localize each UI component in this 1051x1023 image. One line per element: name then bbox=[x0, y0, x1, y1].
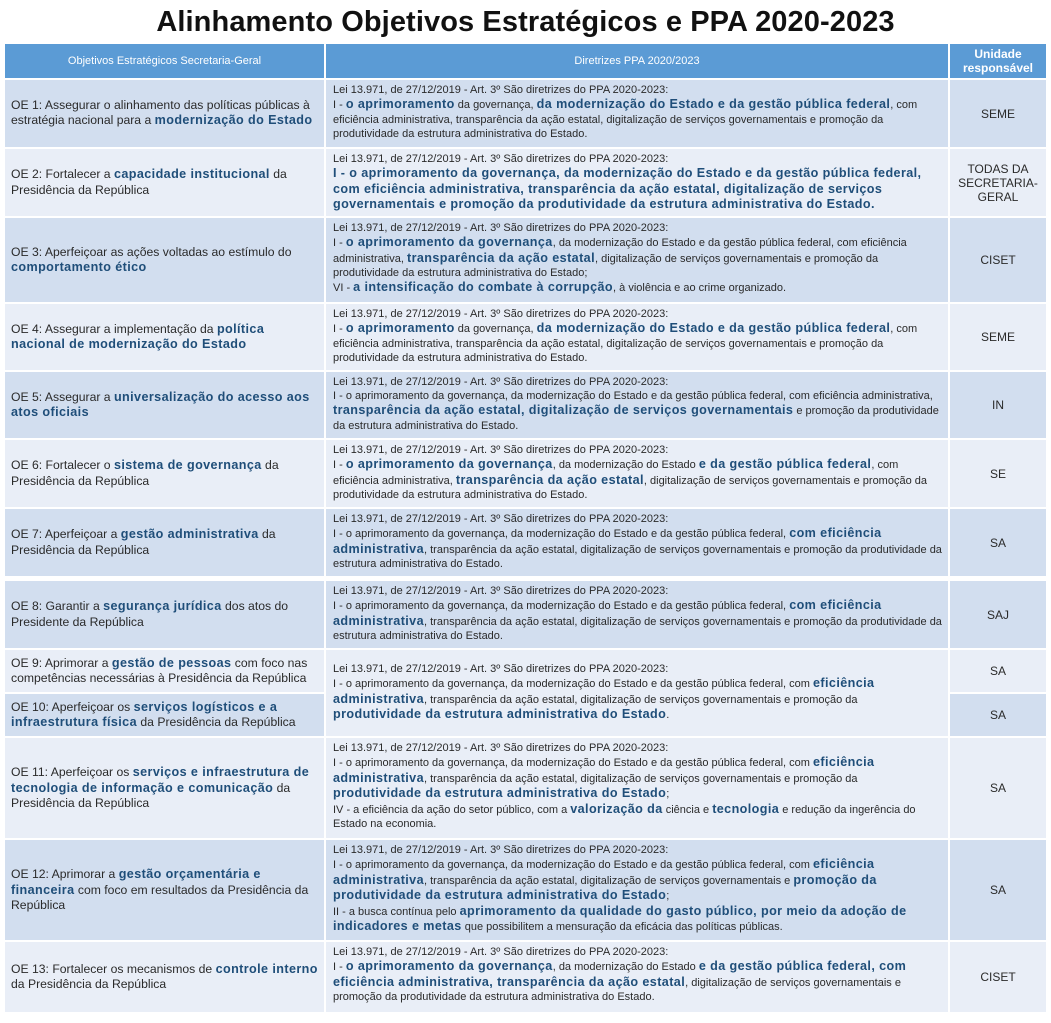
unit-cell: SA bbox=[950, 694, 1046, 736]
guideline-highlight: transparência da ação estatal bbox=[455, 472, 644, 487]
objective-text: OE 1: Assegurar o alinhamento das políticas públicas à estratégia nacional para a bbox=[11, 98, 310, 128]
guideline-highlight: produtividade da estrutura administrativa do Estado bbox=[333, 786, 667, 800]
unit-cell: SEME bbox=[950, 304, 1046, 370]
guideline-text: , digitalização de serviços governamentais e promoção da produtividade da estrutura administrativa do Estado; bbox=[333, 252, 879, 279]
guideline-text: I - bbox=[333, 237, 346, 249]
guideline-highlight: I - o aprimoramento da governança, da modernização do Estado e da gestão pública federal, com eficiência administrativa, transparência da ação estatal, digitalização de serviços governamentais e promoção da produtividade da estrutura administrativa do Estado. bbox=[333, 166, 922, 211]
objective-highlight: política nacional de modernização do Estado bbox=[11, 321, 265, 351]
guideline-highlight: produtividade da estrutura administrativa do Estado bbox=[333, 707, 667, 721]
objective-text: OE 3: Aperfeiçoar as ações voltadas ao estímulo do bbox=[11, 244, 292, 259]
guideline-text: , transparência da ação estatal, digitalização de serviços governamentais e promoção da bbox=[424, 693, 858, 706]
objective-text: OE 6: Fortalecer o bbox=[11, 458, 114, 473]
objective-highlight: modernização do Estado bbox=[154, 113, 313, 128]
objective-highlight: segurança jurídica bbox=[103, 599, 222, 614]
guideline-text: , transparência da ação estatal, digitalização de serviços governamentais e promoção da bbox=[424, 772, 858, 785]
header-unit: Unidade responsável bbox=[950, 44, 1046, 78]
guideline-text: e promoção da produtividade da estrutura administrativa do Estado. bbox=[333, 405, 939, 432]
guideline-text: da governança, bbox=[454, 323, 537, 335]
objective-text: OE 2: Fortalecer a bbox=[11, 167, 114, 182]
objective-text: OE 8: Garantir a bbox=[11, 599, 104, 614]
guideline-highlight: promoção da produtividade da estrutura administrativa do Estado bbox=[333, 872, 877, 902]
guideline-text: e redução da ingerência do Estado na economia. bbox=[333, 803, 916, 830]
objective-text: OE 12: Aprimorar a bbox=[11, 867, 119, 881]
guideline-highlight: da modernização do Estado e da gestão pública federal bbox=[536, 321, 891, 335]
guideline-highlight: com eficiência administrativa bbox=[333, 598, 882, 628]
law-reference: Lei 13.971, de 27/12/2019 - Art. 3º São diretrizes do PPA 2020-2023: bbox=[333, 376, 669, 388]
guideline-text: I - bbox=[333, 961, 346, 973]
objective-text: OE 7: Aperfeiçoar a bbox=[11, 527, 121, 542]
guideline-highlight: o aprimoramento da governança bbox=[345, 959, 553, 973]
objective-highlight: gestão orçamentária e financeira bbox=[11, 867, 261, 897]
objective-text: da Presidência da República bbox=[136, 715, 296, 729]
objective-text: da Presidência da República bbox=[11, 780, 291, 810]
unit-cell: TODAS DA SECRETARIA-GERAL bbox=[950, 149, 1046, 216]
header-guidelines: Diretrizes PPA 2020/2023 bbox=[326, 44, 948, 78]
guideline-cell bbox=[326, 149, 948, 216]
objective-highlight: gestão de pessoas bbox=[111, 655, 232, 670]
guideline-text: I - o aprimoramento da governança, da modernização do Estado e da gestão pública federal, bbox=[333, 600, 790, 612]
page-title: Alinhamento Objetivos Estratégicos e PPA 2020-2023 bbox=[156, 6, 895, 38]
guideline-highlight: com eficiência administrativa bbox=[333, 526, 882, 556]
objective-cell bbox=[5, 942, 324, 1012]
unit-cell: SA bbox=[950, 509, 1046, 576]
guideline-cell-shared bbox=[326, 650, 948, 736]
guideline-highlight: eficiência administrativa bbox=[333, 857, 875, 887]
guideline-cell bbox=[326, 581, 948, 648]
unit-cell: CISET bbox=[950, 942, 1046, 1012]
guideline-text: II - a busca contínua pelo bbox=[333, 905, 460, 918]
guideline-cell bbox=[326, 218, 948, 302]
guideline-text: , com eficiência administrativa, transparência da ação estatal, digitalização de serviços governamentais e promoção da produtividade da estrutura administrativa do Estado. bbox=[333, 323, 918, 364]
objective-text: com foco em resultados da Presidência da República bbox=[11, 882, 309, 912]
objective-cell bbox=[5, 694, 324, 736]
law-reference: Lei 13.971, de 27/12/2019 - Art. 3º São diretrizes do PPA 2020-2023: bbox=[333, 444, 669, 456]
guideline-text: , à violência e ao crime organizado. bbox=[613, 282, 787, 294]
law-reference: Lei 13.971, de 27/12/2019 - Art. 3º São diretrizes do PPA 2020-2023: bbox=[333, 222, 669, 234]
objective-highlight: gestão administrativa bbox=[120, 527, 259, 542]
law-reference: Lei 13.971, de 27/12/2019 - Art. 3º São diretrizes do PPA 2020-2023: bbox=[333, 742, 669, 754]
unit-cell: SE bbox=[950, 440, 1046, 507]
objective-cell bbox=[5, 509, 324, 576]
unit-cell: SAJ bbox=[950, 581, 1046, 648]
objective-text: OE 9: Aprimorar a bbox=[11, 655, 112, 670]
guideline-cell bbox=[326, 372, 948, 438]
guideline-text: , com eficiência administrativa, transparência da ação estatal, digitalização de serviços governamentais e promoção da produtividade da estrutura administrativa do Estado. bbox=[333, 99, 918, 140]
unit-cell: CISET bbox=[950, 218, 1046, 302]
guideline-text: , digitalização de serviços governamentais e promoção da produtividade da estrutura administrativa do Estado. bbox=[333, 474, 927, 501]
objective-highlight: sistema de governança bbox=[113, 458, 262, 473]
objective-cell bbox=[5, 218, 324, 302]
unit-cell: SA bbox=[950, 840, 1046, 940]
guideline-highlight: e da gestão pública federal, com eficiência administrativa, transparência da ação estatal bbox=[333, 959, 907, 989]
guideline-highlight: valorização da bbox=[570, 801, 663, 816]
objective-cell bbox=[5, 440, 324, 507]
guideline-text: I - bbox=[333, 99, 346, 111]
guideline-highlight: da modernização do Estado e da gestão pública federal bbox=[536, 97, 891, 111]
guideline-text: , da modernização do Estado bbox=[552, 459, 699, 471]
guideline-text: , da modernização do Estado e da gestão pública federal, com eficiência administrativa, bbox=[333, 237, 907, 265]
objective-highlight: universalização do acesso aos atos oficiais bbox=[11, 389, 310, 419]
guideline-cell bbox=[326, 738, 948, 838]
guideline-highlight: transparência da ação estatal bbox=[406, 250, 595, 265]
guideline-text: I - bbox=[333, 459, 346, 471]
objective-highlight: serviços logísticos e a infraestrutura física bbox=[11, 699, 278, 729]
objective-text: OE 10: Aperfeiçoar os bbox=[11, 699, 134, 714]
law-reference: Lei 13.971, de 27/12/2019 - Art. 3º São diretrizes do PPA 2020-2023: bbox=[333, 84, 669, 96]
guideline-highlight: tecnologia bbox=[712, 801, 780, 816]
guideline-text: I - bbox=[333, 323, 346, 335]
objective-text: OE 13: Fortalecer os mecanismos de bbox=[11, 961, 216, 976]
objective-cell bbox=[5, 80, 324, 147]
guideline-highlight: e da gestão pública federal bbox=[698, 457, 872, 471]
objective-highlight: comportamento ético bbox=[11, 259, 147, 274]
objective-text: com foco nas competências necessárias à Presidência da República bbox=[11, 655, 308, 686]
objective-highlight: serviços e infraestrutura de tecnologia de informação e comunicação bbox=[11, 765, 310, 795]
unit-cell: IN bbox=[950, 372, 1046, 438]
objective-cell bbox=[5, 304, 324, 370]
guideline-cell bbox=[326, 942, 948, 1012]
guideline-text: , da modernização do Estado bbox=[552, 961, 699, 973]
guideline-text: I - o aprimoramento da governança, da modernização do Estado e da gestão pública federal, com bbox=[333, 757, 814, 769]
guideline-highlight: eficiência administrativa bbox=[333, 676, 875, 706]
law-reference: Lei 13.971, de 27/12/2019 - Art. 3º São diretrizes do PPA 2020-2023: bbox=[333, 513, 669, 525]
guideline-text: , digitalização de serviços governamentais e promoção da produtividade da estrutura administrativa do Estado. bbox=[333, 976, 901, 1003]
guideline-text: , com eficiência administrativa, bbox=[333, 459, 899, 487]
guideline-text: VI - bbox=[333, 282, 354, 294]
law-reference: Lei 13.971, de 27/12/2019 - Art. 3º São diretrizes do PPA 2020-2023: bbox=[333, 308, 669, 320]
law-reference: Lei 13.971, de 27/12/2019 - Art. 3º São diretrizes do PPA 2020-2023: bbox=[333, 585, 669, 597]
guideline-highlight: eficiência administrativa bbox=[333, 755, 875, 785]
objective-text: dos atos do Presidente da República bbox=[11, 599, 289, 629]
guideline-highlight: transparência da ação estatal, digitalização de serviços governamentais bbox=[333, 403, 794, 417]
objective-text: da Presidência da República bbox=[11, 977, 167, 992]
unit-cell: SA bbox=[950, 738, 1046, 838]
guideline-highlight: a intensificação do combate à corrupção bbox=[353, 280, 614, 294]
law-reference: Lei 13.971, de 27/12/2019 - Art. 3º São diretrizes do PPA 2020-2023: bbox=[333, 946, 669, 958]
objective-highlight: controle interno bbox=[215, 961, 318, 976]
objective-text: da Presidência da República bbox=[11, 167, 287, 197]
objective-cell bbox=[5, 149, 324, 216]
guideline-text: , transparência da ação estatal, digitalização de serviços governamentais e bbox=[424, 874, 794, 887]
guideline-text: I - o aprimoramento da governança, da modernização do Estado e da gestão pública federal, bbox=[333, 528, 790, 540]
law-reference: Lei 13.971, de 27/12/2019 - Art. 3º São diretrizes do PPA 2020-2023: bbox=[333, 663, 669, 675]
objective-text: OE 4: Assegurar a implementação da bbox=[11, 321, 217, 336]
guideline-highlight: o aprimoramento bbox=[345, 97, 455, 111]
objective-highlight: capacidade institucional bbox=[113, 167, 270, 182]
guideline-text: , transparência da ação estatal, digitalização de serviços governamentais e promoção da produtividade da estrutura administrativa do Estado. bbox=[333, 543, 942, 570]
objective-cell bbox=[5, 738, 324, 838]
guideline-cell bbox=[326, 840, 948, 940]
guideline-text: , transparência da ação estatal, digitalização de serviços governamentais e promoção da produtividade da estrutura administrativa do Estado. bbox=[333, 615, 942, 642]
header-objectives: Objetivos Estratégicos Secretaria-Geral bbox=[5, 44, 324, 78]
objective-text: da Presidência da República bbox=[11, 458, 279, 488]
guideline-highlight: o aprimoramento da governança bbox=[345, 457, 553, 471]
guideline-text: ; bbox=[666, 890, 670, 902]
guideline-highlight: aprimoramento da qualidade do gasto público, por meio da adoção de indicadores e metas bbox=[333, 903, 907, 933]
objective-cell bbox=[5, 840, 324, 940]
guideline-text: da governança, bbox=[454, 99, 537, 111]
guideline-cell bbox=[326, 304, 948, 370]
law-reference: Lei 13.971, de 27/12/2019 - Art. 3º São diretrizes do PPA 2020-2023: bbox=[333, 844, 669, 856]
guideline-cell bbox=[326, 440, 948, 507]
guideline-text: I - o aprimoramento da governança, da modernização do Estado e da gestão pública federal, com bbox=[333, 859, 814, 871]
guideline-text: I - o aprimoramento da governança, da modernização do Estado e da gestão pública federal, com eficiência administrativa, bbox=[333, 390, 933, 402]
law-reference: Lei 13.971, de 27/12/2019 - Art. 3º São diretrizes do PPA 2020-2023: bbox=[333, 153, 669, 165]
guideline-text: . bbox=[666, 709, 670, 721]
guideline-highlight: o aprimoramento bbox=[345, 321, 455, 335]
objective-text: OE 5: Assegurar a bbox=[11, 389, 114, 404]
objective-cell bbox=[5, 372, 324, 438]
objective-text: OE 11: Aperfeiçoar os bbox=[11, 765, 133, 779]
unit-cell: SEME bbox=[950, 80, 1046, 147]
guideline-cell bbox=[326, 509, 948, 576]
guideline-text: ; bbox=[666, 788, 670, 800]
objective-text: da Presidência da República bbox=[11, 527, 276, 557]
guideline-text: IV - a eficiência da ação do setor público, com a bbox=[333, 803, 571, 816]
objective-cell bbox=[5, 581, 324, 648]
unit-cell: SA bbox=[950, 650, 1046, 692]
guideline-highlight: o aprimoramento da governança bbox=[345, 235, 553, 249]
guideline-text: que possibilitem a mensuração da eficácia das políticas públicas. bbox=[461, 921, 783, 933]
guideline-text: I - o aprimoramento da governança, da modernização do Estado e da gestão pública federal, com bbox=[333, 678, 814, 690]
guideline-text: ciência e bbox=[662, 803, 713, 816]
guideline-cell bbox=[326, 80, 948, 147]
objective-cell bbox=[5, 650, 324, 692]
